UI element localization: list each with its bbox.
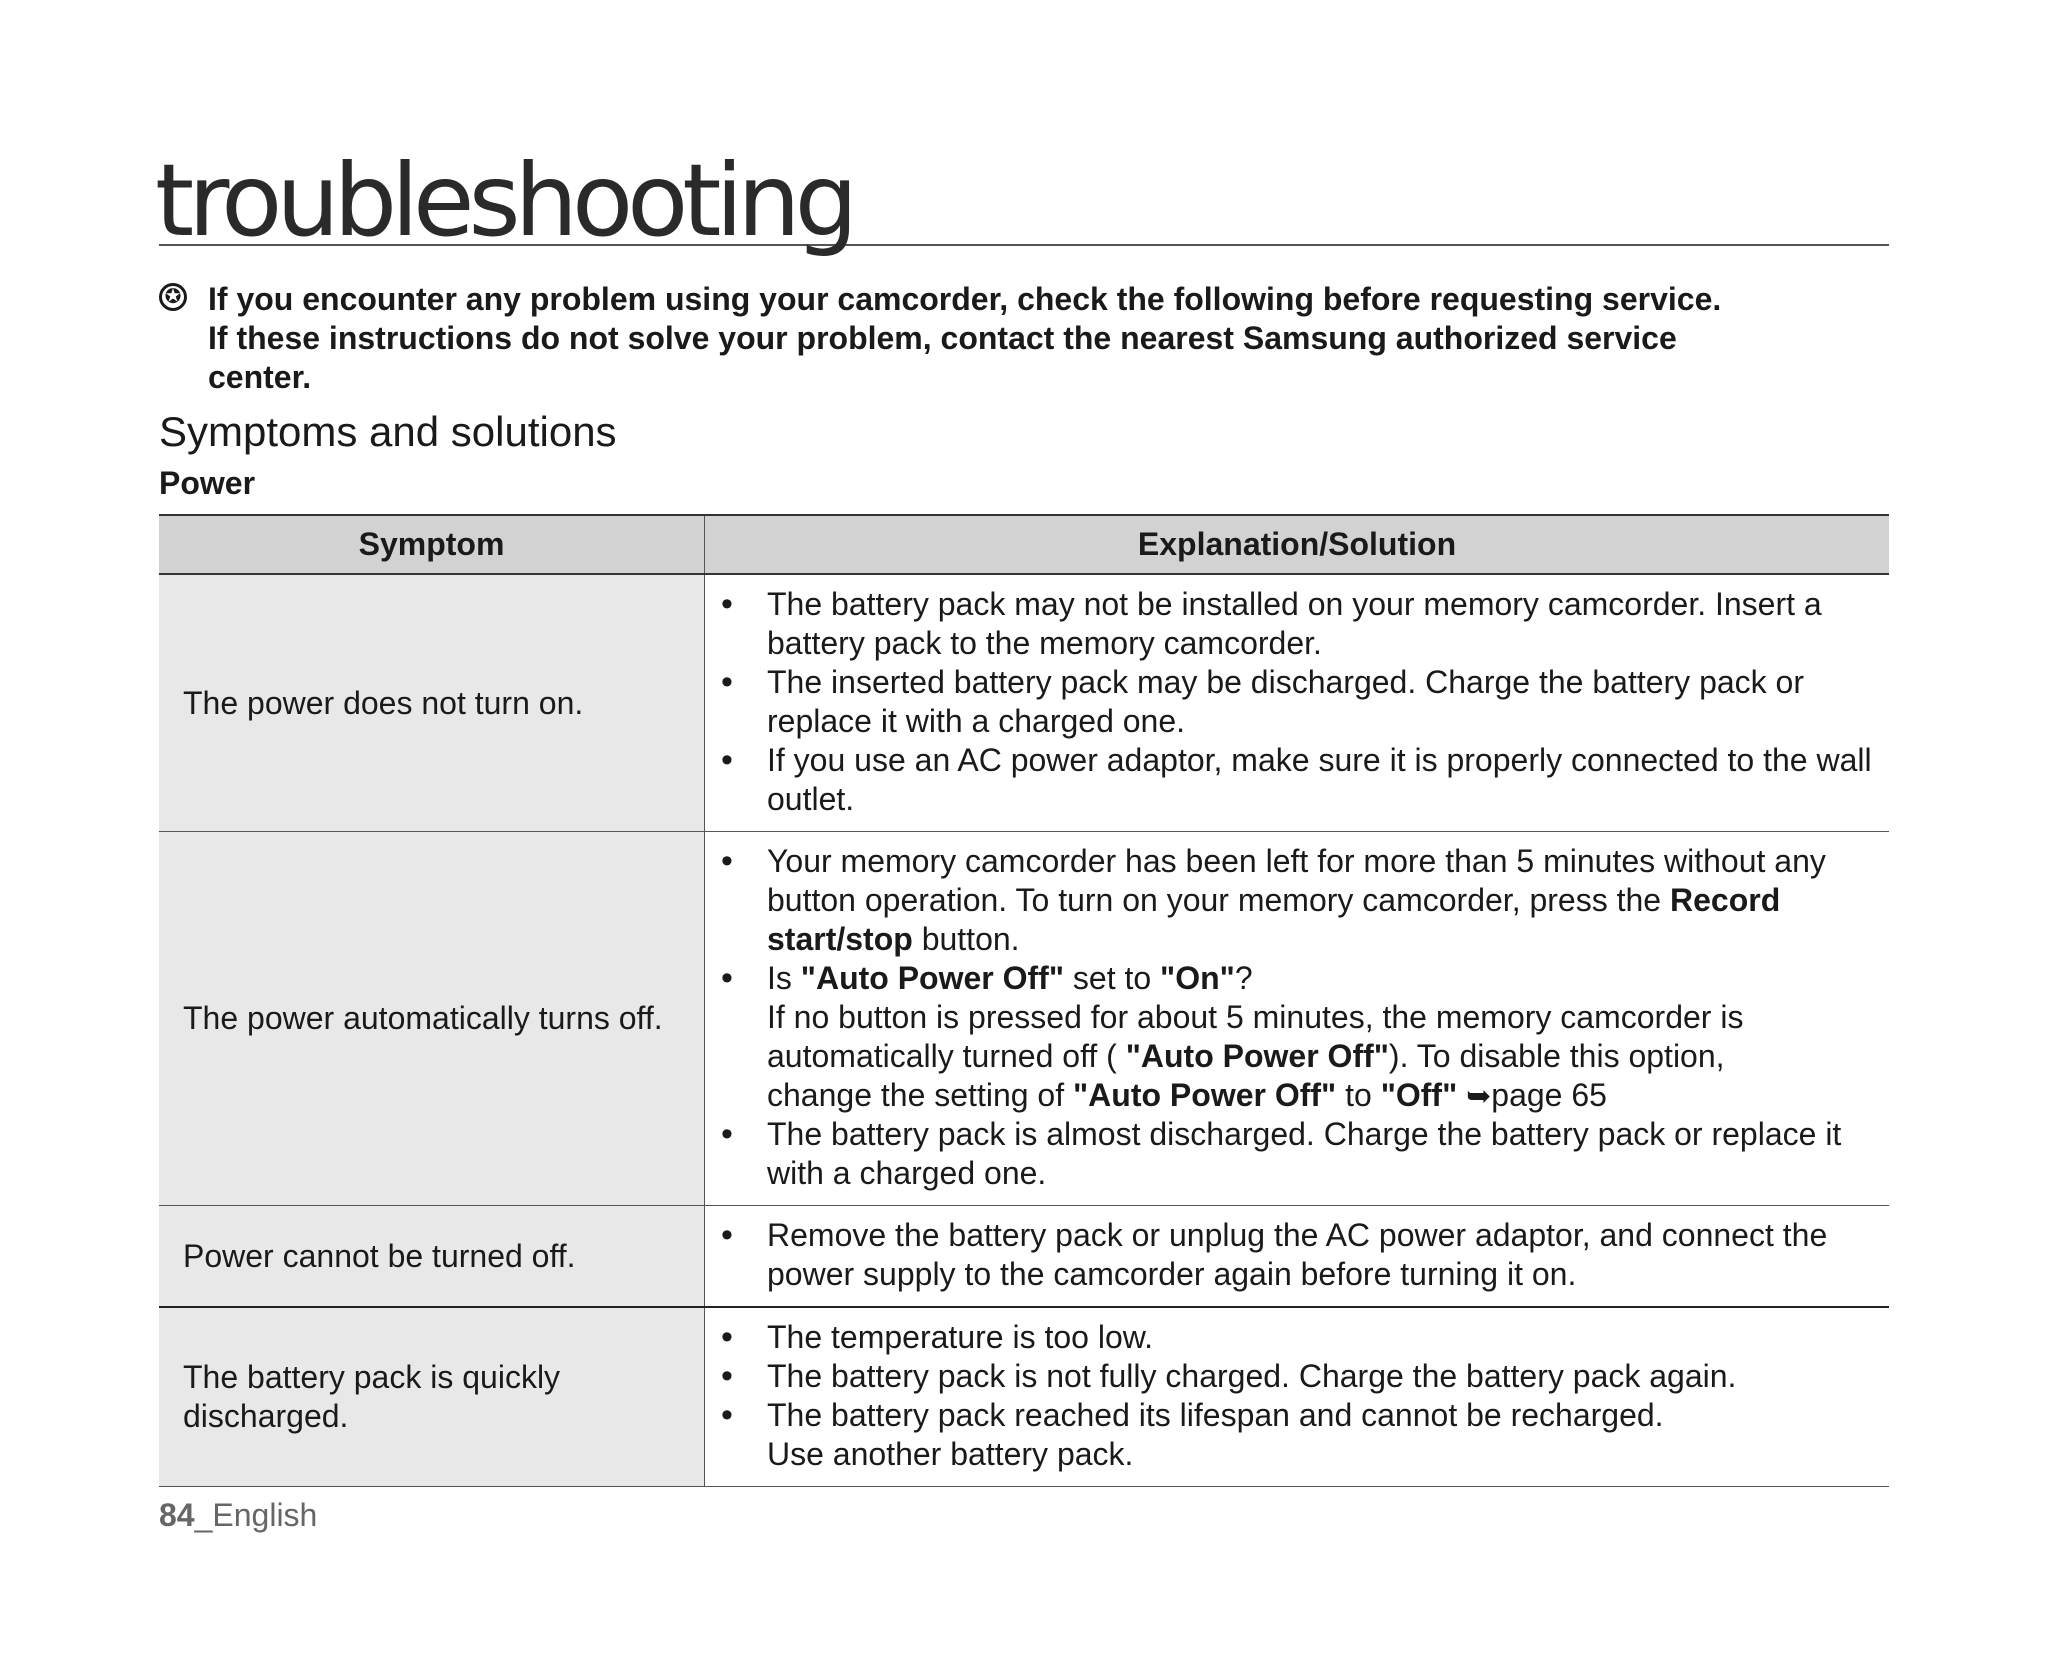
solution-item <box>719 1396 1879 1474</box>
solution-text: ). To disable this option, <box>1388 1038 1725 1074</box>
solution-line <box>767 1037 1879 1076</box>
solution-cell <box>705 574 1890 832</box>
solution-list <box>719 585 1879 819</box>
solution-line <box>767 959 1879 998</box>
solution-text: automatically turned off ( <box>767 1038 1126 1074</box>
setting-name: "Auto Power Off" <box>1125 1038 1389 1074</box>
title-rule <box>155 140 1889 259</box>
solution-item: • The temperature is too low. <box>719 1318 1879 1357</box>
solution-list <box>719 842 1879 1193</box>
solution-text: button. <box>912 921 1020 957</box>
page-number: 84 <box>159 1497 195 1533</box>
solution-item: • The battery pack may not be installed on your memory camcorder. Insert a battery pack to the memory camcorder. <box>719 585 1879 663</box>
solution-item <box>719 959 1879 1115</box>
solution-item: • The inserted battery pack may be discharged. Charge the battery pack or replace it with a charged one. <box>719 663 1879 741</box>
table-row <box>159 1206 1889 1308</box>
column-header-symptom: Symptom <box>159 515 705 574</box>
table-row <box>159 832 1889 1206</box>
solution-cell <box>705 1206 1890 1308</box>
section-title: Symptoms and solutions <box>159 408 617 455</box>
solution-text: change the setting of <box>767 1077 1073 1113</box>
troubleshooting-table <box>159 514 1889 1487</box>
page-footer <box>159 1495 317 1535</box>
table-row <box>159 1307 1889 1487</box>
solution-text: Your memory camcorder has been left for more than 5 minutes without any button operation. To turn on your memory camcorder, press the <box>767 843 1826 918</box>
solution-item: • Remove the battery pack or unplug the AC power adaptor, and connect the power supply to the camcorder again before turning it on. <box>719 1216 1879 1294</box>
solution-item <box>719 842 1879 959</box>
solution-item: • The battery pack is almost discharged. Charge the battery pack or replace it with a charged one. <box>719 1115 1879 1193</box>
notice-line-2: If these instructions do not solve your problem, contact the nearest Samsung authorized service <box>208 320 1677 356</box>
table-row <box>159 574 1889 832</box>
solution-line: • The battery pack reached its lifespan and cannot be recharged. <box>767 1397 1664 1433</box>
notice-text <box>208 280 1888 397</box>
solution-cell <box>705 1307 1890 1487</box>
notice-line-1: If you encounter any problem using your camcorder, check the following before requesting service. <box>208 281 1722 317</box>
symptom-cell: The power automatically turns off. <box>159 832 705 1206</box>
setting-value: "Off" <box>1380 1077 1458 1113</box>
setting-value: "On" <box>1160 960 1235 996</box>
solution-line <box>767 1076 1879 1115</box>
record-button-label: Record start/stop <box>767 882 1781 957</box>
footer-language: _English <box>194 1497 318 1533</box>
symptom-cell: The battery pack is quickly discharged. <box>159 1307 705 1487</box>
symptom-cell: The power does not turn on. <box>159 574 705 832</box>
column-header-solution: Explanation/Solution <box>705 515 1890 574</box>
setting-name: "Auto Power Off" <box>800 960 1064 996</box>
notice-line-3: center. <box>208 359 312 395</box>
solution-item: • The battery pack is not fully charged. Charge the battery pack again. <box>719 1357 1879 1396</box>
subsection-title: Power <box>159 465 256 501</box>
solution-list <box>719 1216 1879 1294</box>
solution-item: • If you use an AC power adaptor, make sure it is properly connected to the wall outlet. <box>719 741 1879 819</box>
page-title: troubleshooting <box>155 142 853 259</box>
solution-cell <box>705 832 1890 1206</box>
page-reference-arrow-icon: ➥ <box>1466 1080 1492 1113</box>
page-reference: page 65 <box>1491 1077 1607 1113</box>
solution-text: to <box>1336 1077 1381 1113</box>
solution-text: ? <box>1234 960 1253 996</box>
solution-text: Is <box>767 960 801 996</box>
symptom-cell: Power cannot be turned off. <box>159 1206 705 1308</box>
solution-text: set to <box>1064 960 1161 996</box>
solution-line: Use another battery pack. <box>767 1436 1134 1472</box>
setting-name: "Auto Power Off" <box>1073 1077 1337 1113</box>
solution-line: If no button is pressed for about 5 minutes, the memory camcorder is <box>767 999 1744 1035</box>
star-circle-icon: ✪ <box>159 283 187 311</box>
table-header-row <box>159 515 1889 574</box>
solution-list <box>719 1318 1879 1474</box>
